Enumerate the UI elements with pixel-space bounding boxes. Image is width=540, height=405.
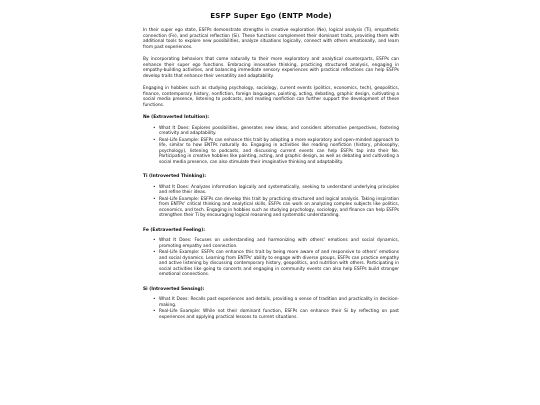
section-list-fe: [143, 238, 399, 278]
section-heading-si: Si (Introverted Sensing):: [143, 286, 205, 292]
intro-paragraph-2: By incorporating behaviors that come naturally to their more exploratory and analytical counterparts, ESFPs can enhance their super ego functions. Embracing innovative thinking, practicing structured analysis, engaging in empathy-building activities, and balancing immediate sensory experiences with practical reflections can help ESFPs develop traits that enhance their versatility and adaptability.: [143, 57, 399, 79]
section-list-ne: [143, 126, 399, 166]
list-item: • What It Does: Explores possibilities, generates new ideas, and considers alternative perspectives, fostering creativity and adaptability.: [159, 126, 399, 137]
list-item: • Real-Life Example: ESFPs can enhance this trait by being more aware of and responsive to others' emotions and social dynamics. Learning from ENTPs' ability to engage with diverse groups, ESFPs can practice empathy and active listening by discussing contemporary history, geopolitics, and nutrition with others. Participating in social activities like going to concerts and engaging in community events can also help ESFPs build stronger emotional connections.: [159, 250, 399, 278]
section-list-ti: [143, 185, 399, 219]
intro-paragraph-1: In their super ego state, ESFPs demonstrate strengths in creative exploration (Ne), logical analysis (Ti), empathetic connection (Fe), and practical reflection (Si). These functions complement their dominant traits, providing them with additional tools to explore new possibilities, analyze situations logically, connect with others emotionally, and learn from past experiences.: [143, 28, 399, 50]
section-list-si: [143, 297, 399, 320]
section-heading-ne: Ne (Extraverted Intuition):: [143, 115, 209, 120]
list-item: • What It Does: Recalls past experiences and details, providing a sense of tradition and practicality in decision-making.: [159, 297, 399, 308]
document-body: [143, 11, 399, 329]
section-heading-ti: Ti (Introverted Thinking):: [143, 174, 207, 179]
document-title: ESFP Super Ego (ENTP Mode): [210, 11, 332, 20]
list-item: • Real-Life Example: ESFPs can enhance this trait by adopting a more exploratory and open-minded approach to life, similar to how ENTPs naturally do. Engaging in activities like reading nonfiction (history, philosophy, psychology), listening to podcasts, and discussing current events can help ESFPs tap into their Ne. Participating in creative hobbies like painting, acting, and graphic design, as well as debating and cultivating a social media presence, can also stimulate their imaginative thinking and adaptability.: [159, 138, 399, 166]
list-item: • Real-Life Example: While not their dominant function, ESFPs can enhance their Si by reflecting on past experiences and applying practical lessons to current situations.: [159, 309, 399, 320]
intro-paragraph-3: Engaging in hobbies such as studying psychology, sociology, current events (politics, economics, tech), geopolitics, finance, contemporary history, nonfiction, foreign languages, painting, acting, debating, graphic design, cultivating a social media presence, listening to podcasts, and reading nonfiction can further support the development of these functions.: [143, 86, 399, 108]
list-item: • Real-Life Example: ESFPs can develop this trait by practicing structured and logical analysis. Taking inspiration from ENTPs' critical thinking and analytical skills, ESFPs can work on analyzing complex subjects like politics, economics, and tech. Engaging in hobbies such as studying psychology, sociology, and finance can help ESFPs strengthen their Ti by encouraging logical reasoning and systematic understanding.: [159, 197, 399, 219]
list-item: • What It Does: Focuses on understanding and harmonizing with others' emotions and social dynamics, promoting empathy and connection.: [159, 238, 399, 249]
list-item: • What It Does: Analyzes information logically and systematically, seeking to understand underlying principles and refine their ideas.: [159, 185, 399, 196]
section-heading-fe: Fe (Extraverted Feeling):: [143, 227, 205, 233]
